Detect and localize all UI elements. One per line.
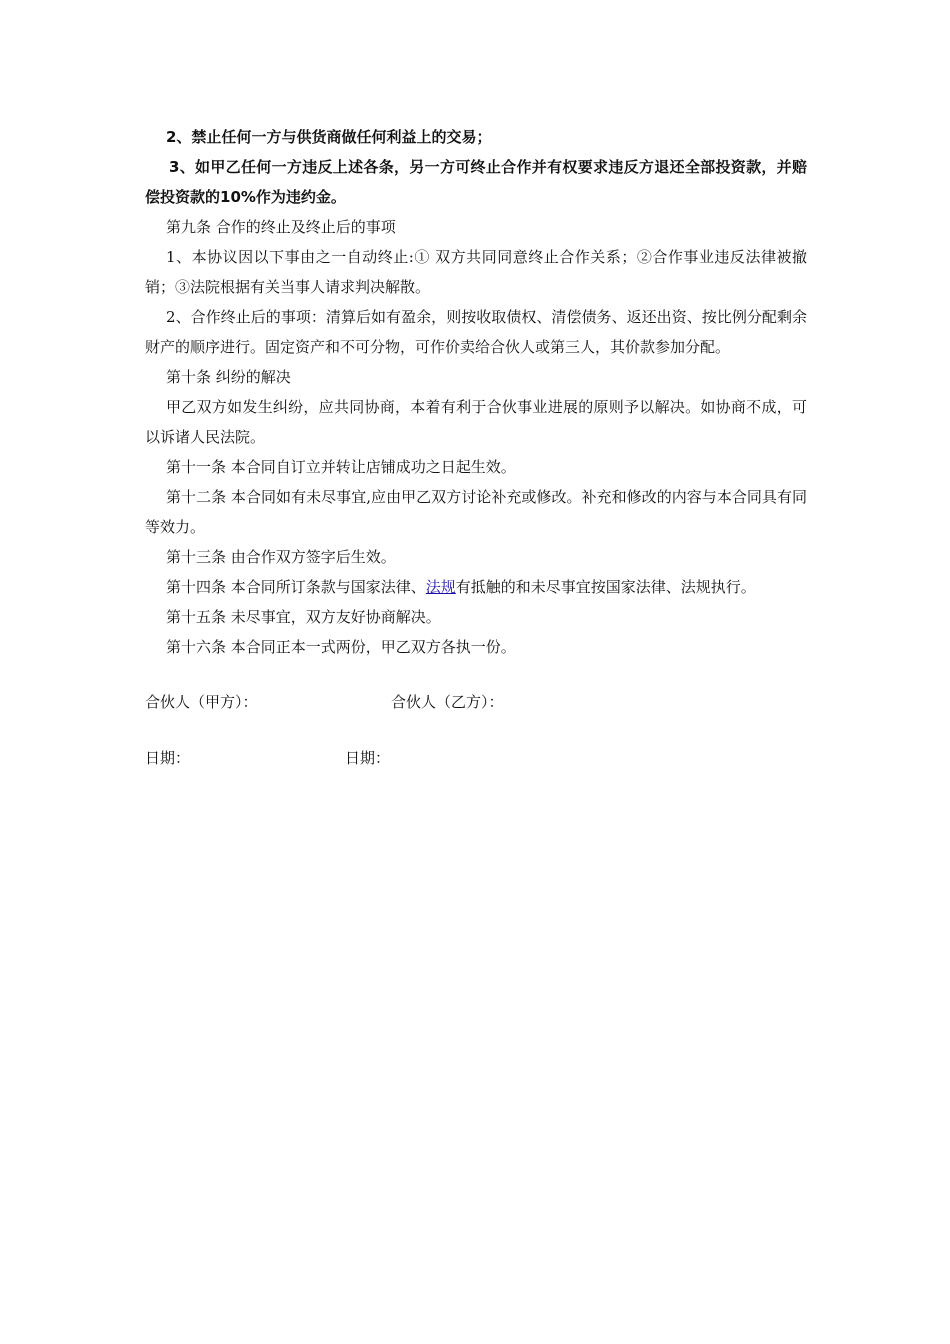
clause-8-item-3: 3、如甲乙任何一方违反上述各条，另一方可终止合作并有权要求违反方退还全部投资款，并赔偿投资款的10%作为违约金。 <box>145 158 807 206</box>
clause-9-heading: 第九条 合作的终止及终止后的事项 <box>166 218 396 236</box>
clause-14-text-before: 第十四条 本合同所订条款与国家法律、 <box>166 578 426 596</box>
clause-10-heading: 第十条 纠纷的解决 <box>166 368 291 386</box>
spacer <box>145 717 807 743</box>
party-a-signature-label: 合伙人（甲方）： <box>145 693 258 711</box>
party-a-date-label: 日期： <box>145 749 191 767</box>
clause-16: 第十六条 本合同正本一式两份，甲乙双方各执一份。 <box>166 638 516 656</box>
clause-9-item-2: 2、合作终止后的事项：清算后如有盈余，则按收取债权、清偿债务、返还出资、按比例分配剩余财产的顺序进行。固定资产和不可分物，可作价卖给合伙人或第三人，其价款参加分配。 <box>145 308 807 356</box>
clause-15: 第十五条 未尽事宜，双方友好协商解决。 <box>166 608 441 626</box>
clause-14 <box>145 572 807 602</box>
clause-12: 第十二条 本合同如有未尽事宜,应由甲乙双方讨论补充或修改。补充和修改的内容与本合同具有同等效力。 <box>145 488 807 536</box>
date-row <box>145 743 807 773</box>
signature-row <box>145 687 807 717</box>
clause-11: 第十一条 本合同自订立并转让店铺成功之日起生效。 <box>166 458 516 476</box>
spacer <box>145 662 807 687</box>
document-page <box>145 122 807 773</box>
party-b-signature-label: 合伙人（乙方）： <box>391 693 504 711</box>
clause-8-item-2: 2、禁止任何一方与供货商做任何利益上的交易； <box>166 128 492 146</box>
clause-10-body: 甲乙双方如发生纠纷，应共同协商，本着有利于合伙事业进展的原则予以解决。如协商不成，可以诉诸人民法院。 <box>145 398 807 446</box>
clause-9-item-1: 1、本协议因以下事由之一自动终止:① 双方共同同意终止合作关系；②合作事业违反法律被撤销；③法院根据有关当事人请求判决解散。 <box>145 248 807 296</box>
party-b-date-label: 日期： <box>345 749 391 767</box>
clause-13: 第十三条 由合作双方签字后生效。 <box>166 548 396 566</box>
regulation-link[interactable]: 法规 <box>425 578 456 596</box>
clause-14-text-after: 有抵触的和未尽事宜按国家法律、法规执行。 <box>455 578 756 596</box>
